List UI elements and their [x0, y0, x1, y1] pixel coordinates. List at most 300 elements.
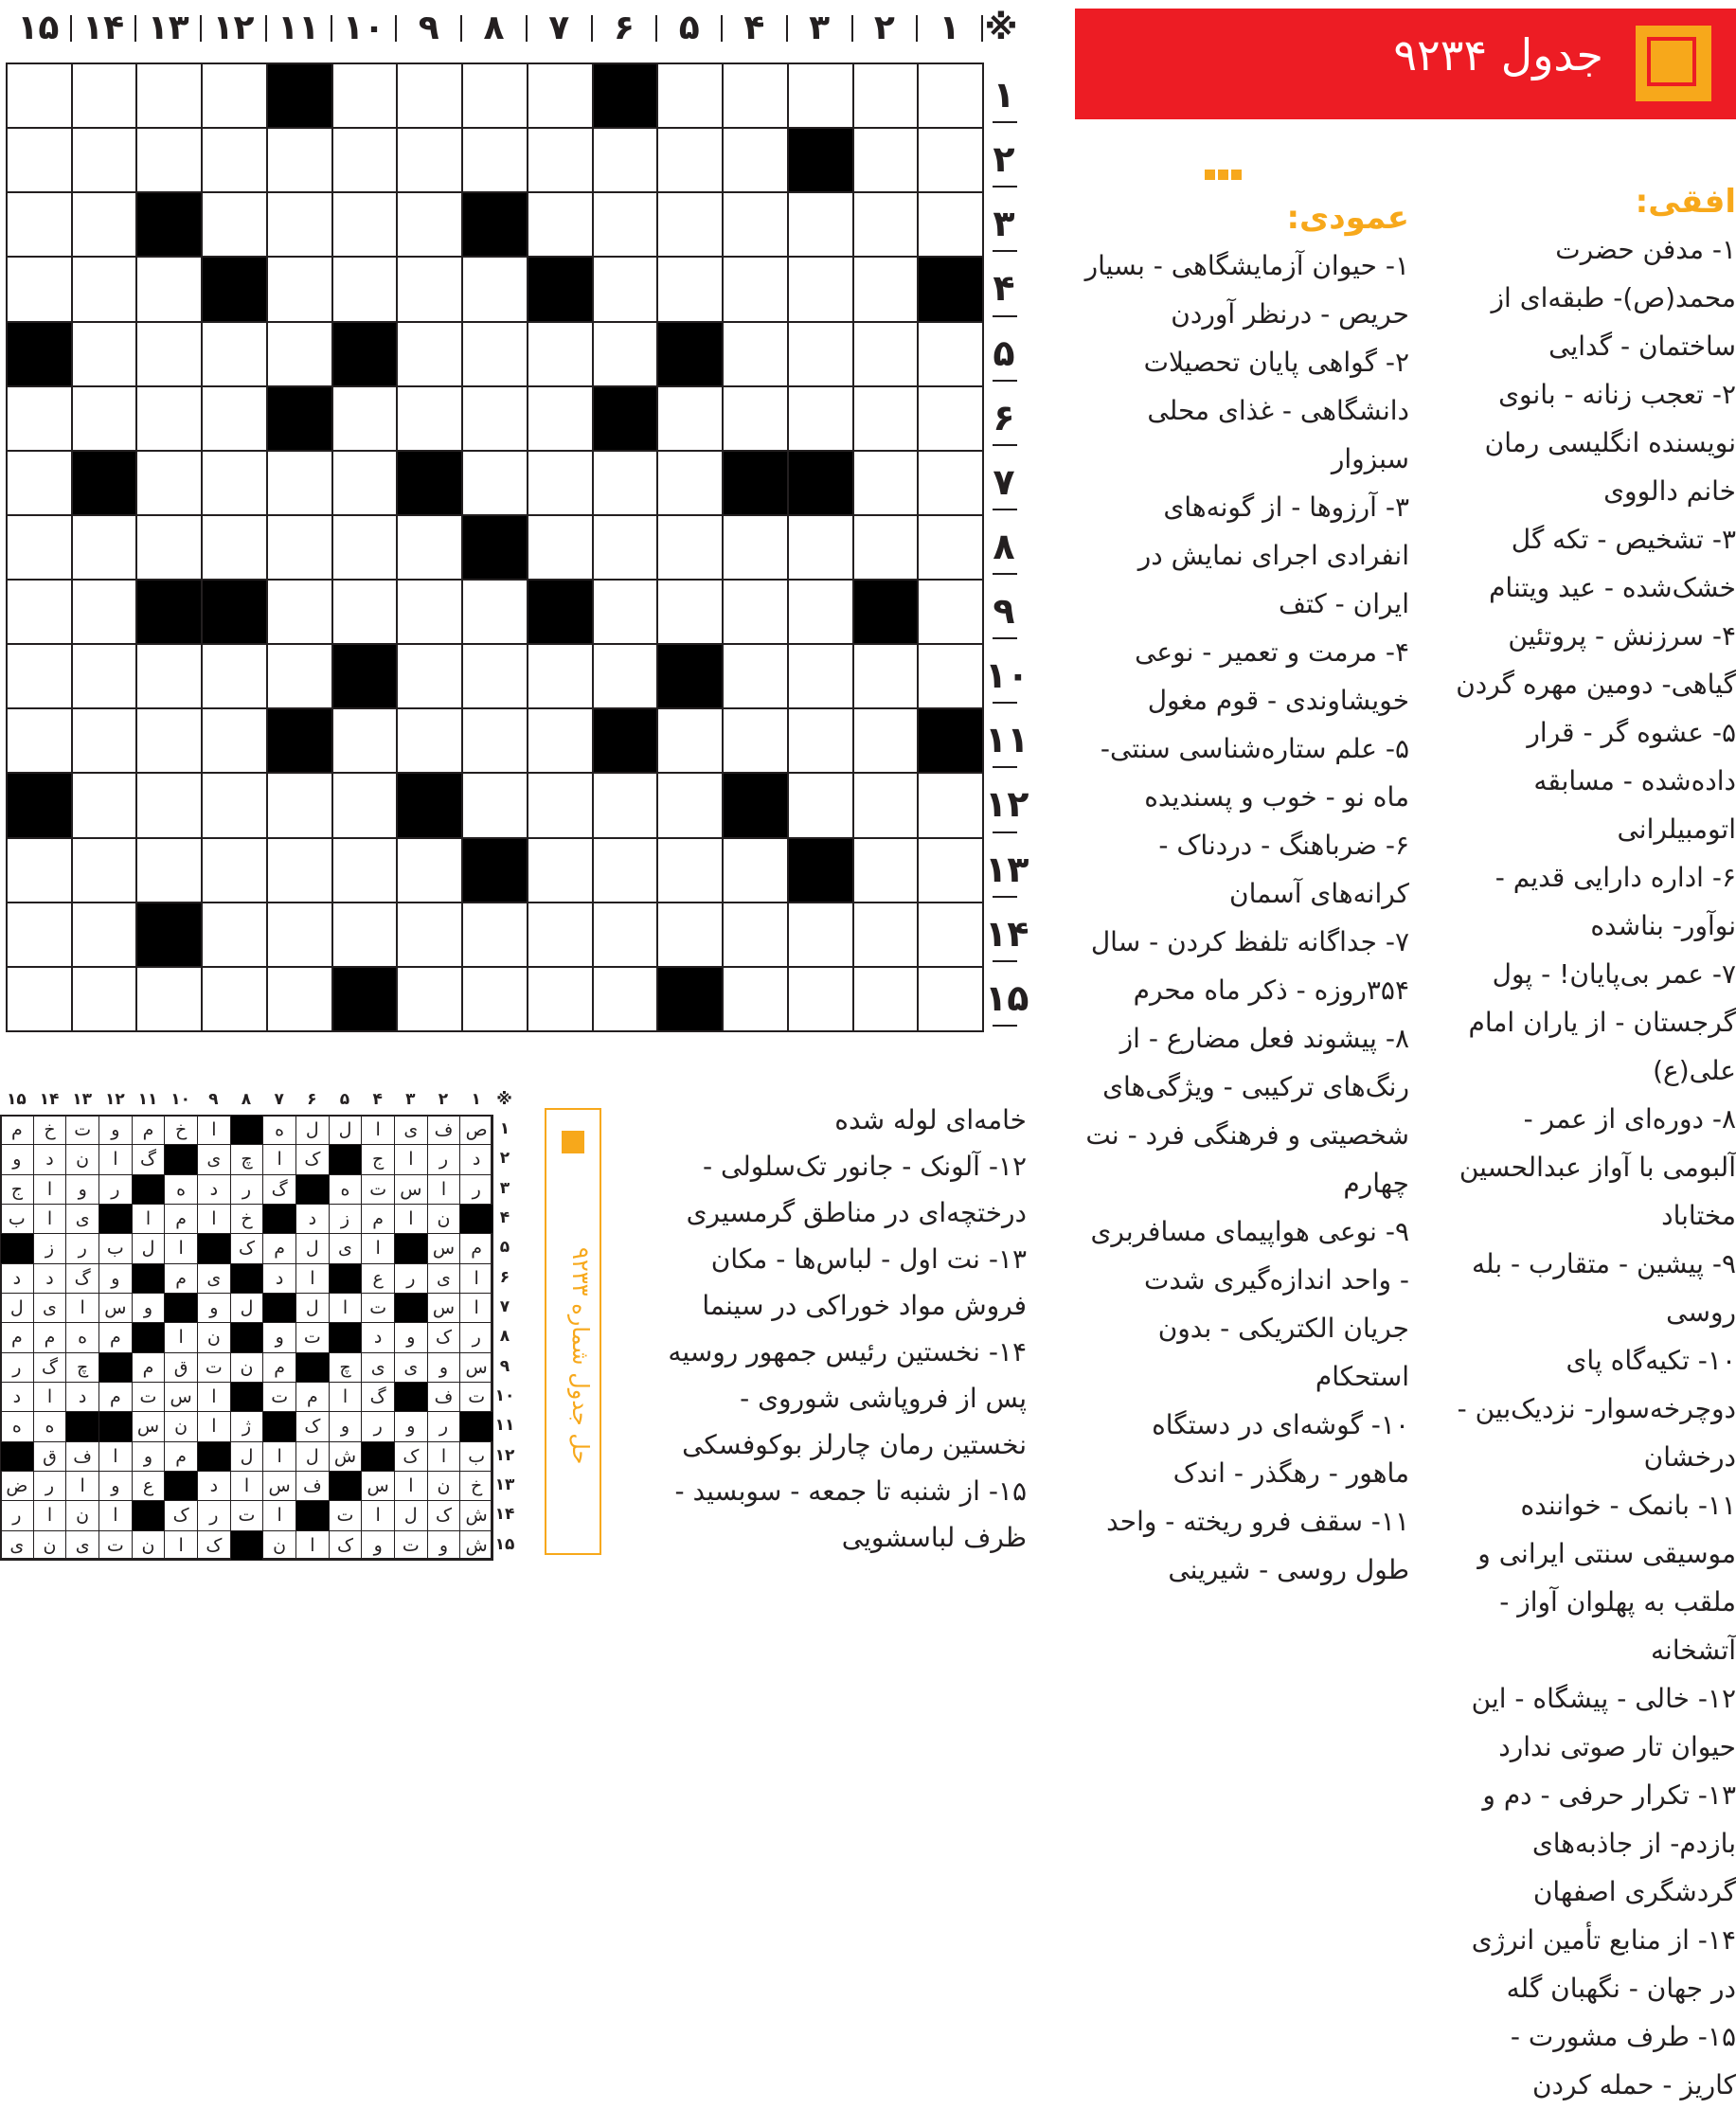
row-number: ۱۰	[985, 654, 1029, 697]
solution-cell: ر	[459, 1174, 493, 1205]
solution-cell: ر	[394, 1263, 428, 1294]
solution-cell: س	[164, 1382, 198, 1412]
grid-cell	[917, 63, 984, 129]
solution-cell: و	[427, 1352, 461, 1383]
column-divider	[655, 15, 657, 42]
solution-cell: و	[132, 1441, 166, 1472]
grid-cell	[917, 514, 984, 581]
across-clue: ۱۳- تکرار حرفی - دم و بازدم- از جاذبه‌های گردشگری اصفهان	[1482, 1779, 1736, 1907]
down-clue: ۱- حیوان آزمایشگاهی - بسیار حریص - درنظر آوردن	[1084, 250, 1409, 330]
grid-cell	[722, 902, 789, 968]
grid-cell	[396, 579, 463, 645]
grid-cell	[396, 256, 463, 322]
solution-cell: ا	[98, 1441, 133, 1472]
down-clue: خامه‌ای لوله شده	[834, 1104, 1027, 1135]
grid-cell	[852, 643, 920, 709]
down-clue: ۱۲- آلونک - جانور تک‌سلولی - درختچه‌ای در مناطق گرمسیری	[686, 1151, 1027, 1228]
solution-cell: ف	[427, 1382, 461, 1412]
down-clue: ۴- مرمت و تعمیر - نوعی خویشاوندی - قوم مغول	[1135, 636, 1409, 716]
grid-cell	[6, 385, 73, 452]
solution-cell: ا	[164, 1322, 198, 1352]
solution-cell: ت	[361, 1293, 395, 1323]
grid-cell	[592, 514, 659, 581]
solution-column-number: ۳	[405, 1090, 416, 1109]
solution-cell: ن	[65, 1144, 99, 1174]
solution-cell: و	[262, 1322, 296, 1352]
solution-cell: ب	[459, 1441, 493, 1472]
solution-cell: ت	[361, 1174, 395, 1205]
solution-cell: د	[361, 1322, 395, 1352]
solution-cell: م	[33, 1322, 67, 1352]
grid-cell	[201, 127, 268, 193]
grid-cell	[6, 707, 73, 774]
grid-cell	[527, 321, 594, 387]
solution-row-number: ۷	[499, 1297, 510, 1316]
grid-cell	[852, 772, 920, 838]
solution-cell: ا	[262, 1144, 296, 1174]
solution-cell: و	[132, 1293, 166, 1323]
column-divider	[786, 15, 788, 42]
grid-cell	[527, 902, 594, 968]
grid-cell	[917, 707, 984, 774]
grid-cell	[71, 385, 138, 452]
grid-cell	[787, 837, 854, 903]
row-divider	[993, 831, 1017, 833]
solution-cell: ه	[65, 1322, 99, 1352]
grid-cell	[787, 643, 854, 709]
grid-cell	[331, 643, 399, 709]
solution-row-number: ۱۵	[494, 1534, 515, 1554]
grid-cell	[396, 385, 463, 452]
solution-cell	[65, 1411, 99, 1441]
solution-cell: م	[132, 1352, 166, 1383]
grid-cell	[201, 902, 268, 968]
grid-cell	[461, 643, 528, 709]
row-number: ۱۱	[985, 719, 1029, 761]
grid-cell	[6, 256, 73, 322]
solution-cell: ا	[361, 1115, 395, 1145]
grid-cell	[592, 837, 659, 903]
solution-cell: و	[361, 1530, 395, 1561]
grid-cell	[331, 966, 399, 1032]
solution-cell: ا	[33, 1382, 67, 1412]
solution-cell: خ	[164, 1115, 198, 1145]
grid-cell	[266, 256, 333, 322]
solution-cell: م	[98, 1382, 133, 1412]
solution-cell	[230, 1263, 264, 1294]
grid-cell	[592, 385, 659, 452]
solution-cell	[230, 1322, 264, 1352]
solution-cell	[230, 1115, 264, 1145]
solution-cell: س	[132, 1411, 166, 1441]
grid-cell	[461, 966, 528, 1032]
grid-cell	[656, 321, 724, 387]
grid-cell	[852, 321, 920, 387]
solution-cell	[98, 1352, 133, 1383]
grid-cell	[722, 256, 789, 322]
solution-cell: ت	[262, 1382, 296, 1412]
grid-cell	[592, 191, 659, 258]
solution-cell: ا	[262, 1500, 296, 1530]
grid-cell	[787, 385, 854, 452]
solution-row-number: ۴	[499, 1208, 510, 1227]
grid-cell	[656, 191, 724, 258]
grid-cell	[461, 902, 528, 968]
solution-cell	[230, 1382, 264, 1412]
solution-cell: م	[132, 1115, 166, 1145]
solution-cell	[295, 1352, 330, 1383]
grid-row-numbers	[985, 63, 1029, 1030]
across-clue: ۱۵- طرف مشورت - کاریز - حمله کردن	[1510, 2021, 1736, 2100]
solution-cell: ا	[262, 1441, 296, 1472]
solution-cell: د	[65, 1382, 99, 1412]
row-divider	[993, 896, 1017, 898]
row-number: ۱۲	[985, 783, 1029, 826]
grid-cell	[917, 902, 984, 968]
row-divider	[993, 380, 1017, 382]
grid-cell	[71, 450, 138, 516]
solution-cell: ر	[98, 1174, 133, 1205]
grid-cell	[527, 191, 594, 258]
grid-cell	[331, 707, 399, 774]
column-number: ۱۵	[17, 9, 60, 47]
solution-cell	[164, 1144, 198, 1174]
solution-row-number: ۳	[499, 1178, 510, 1198]
solution-cell: ی	[65, 1530, 99, 1561]
grid-cell	[527, 772, 594, 838]
solution-cell: د	[197, 1471, 231, 1501]
grid-cell	[722, 707, 789, 774]
grid-cell	[461, 256, 528, 322]
solution-cell: ی	[361, 1352, 395, 1383]
grid-cell	[722, 321, 789, 387]
grid-cell	[266, 191, 333, 258]
column-number: ۱۳	[147, 9, 189, 47]
solution-cell: چ	[230, 1144, 264, 1174]
grid-cell	[592, 966, 659, 1032]
solution-cell: س	[361, 1471, 395, 1501]
grid-cell	[852, 191, 920, 258]
solution-column-number: ۵	[339, 1090, 350, 1109]
down-heading: عمودی:	[1286, 199, 1409, 237]
row-divider	[993, 702, 1017, 704]
grid-cell	[461, 772, 528, 838]
page-title: جدول ۹۲۳۴	[1393, 29, 1603, 80]
solution-cell: م	[295, 1382, 330, 1412]
solution-cell: ز	[329, 1204, 363, 1234]
column-number: ۵	[678, 9, 700, 47]
solution-cell: ل	[230, 1441, 264, 1472]
solution-cell: م	[0, 1322, 34, 1352]
grid-cell	[461, 514, 528, 581]
solution-cell: ت	[98, 1530, 133, 1561]
row-divider	[993, 637, 1017, 639]
row-number: ۶	[993, 396, 1015, 438]
grid-cell	[396, 707, 463, 774]
solution-cell: ی	[394, 1352, 428, 1383]
solution-cell	[132, 1174, 166, 1205]
row-number: ۸	[993, 525, 1015, 567]
grid-cell	[135, 514, 203, 581]
row-number: ۱۳	[985, 848, 1029, 890]
solution-column-number: ۱۱	[137, 1090, 158, 1109]
grid-cell	[787, 256, 854, 322]
grid-cell	[266, 127, 333, 193]
column-number: ۲	[873, 9, 895, 47]
grid-cell	[396, 966, 463, 1032]
solution-cell: ا	[459, 1293, 493, 1323]
solution-cell: ف	[65, 1441, 99, 1472]
solution-cell: س	[427, 1293, 461, 1323]
grid-cell	[331, 321, 399, 387]
column-number: ۹	[418, 9, 439, 47]
solution-cell	[197, 1441, 231, 1472]
solution-cell: ی	[427, 1263, 461, 1294]
row-number: ۱۵	[985, 976, 1029, 1019]
grid-cell	[71, 256, 138, 322]
grid-cell	[135, 450, 203, 516]
grid-corner-icon: ※	[984, 9, 1018, 47]
solution-cell: ف	[427, 1115, 461, 1145]
solution-cell: خ	[33, 1115, 67, 1145]
solution-cell: م	[262, 1352, 296, 1383]
solution-cell: ل	[0, 1293, 34, 1323]
solution-cell: د	[33, 1263, 67, 1294]
solution-cell: ن	[427, 1471, 461, 1501]
row-divider	[993, 573, 1017, 575]
grid-cell	[722, 966, 789, 1032]
grid-cell	[396, 902, 463, 968]
row-divider	[993, 121, 1017, 123]
title-bar	[1075, 9, 1736, 119]
grid-cell	[656, 514, 724, 581]
grid-cell	[722, 643, 789, 709]
grid-cell	[266, 966, 333, 1032]
solution-cell: ا	[197, 1115, 231, 1145]
grid-cell	[396, 63, 463, 129]
grid-cell	[592, 63, 659, 129]
solution-cell: س	[98, 1293, 133, 1323]
grid-cell	[201, 191, 268, 258]
grid-cell	[331, 63, 399, 129]
solution-cell: ن	[33, 1530, 67, 1561]
grid-cell	[592, 256, 659, 322]
solution-row-number: ۱۱	[494, 1416, 515, 1436]
solution-column-number: ۲	[438, 1090, 449, 1109]
solution-cell: ک	[164, 1500, 198, 1530]
grid-cell	[592, 127, 659, 193]
solution-cell	[329, 1322, 363, 1352]
solution-cell: د	[0, 1382, 34, 1412]
solution-column-number: ۱	[471, 1090, 481, 1109]
grid-cell	[71, 707, 138, 774]
grid-cell	[852, 514, 920, 581]
solution-cell: م	[361, 1204, 395, 1234]
down-clue: ۱۰- گوشه‌ای در دستگاه ماهور - رهگذر - اندک	[1152, 1409, 1409, 1489]
grid-cell	[266, 63, 333, 129]
grid-cell	[917, 385, 984, 452]
solution-cell: ن	[132, 1530, 166, 1561]
grid-cell	[527, 127, 594, 193]
grid-cell	[461, 63, 528, 129]
solution-cell: ر	[0, 1500, 34, 1530]
row-divider	[993, 960, 1017, 962]
solution-cell: ت	[459, 1382, 493, 1412]
down-clues-continued	[648, 1097, 1027, 1561]
solution-cell: د	[262, 1263, 296, 1294]
solution-logo-icon	[562, 1131, 584, 1153]
grid-cell	[527, 579, 594, 645]
grid-cell	[852, 450, 920, 516]
solution-cell: ق	[164, 1352, 198, 1383]
solution-cell: م	[164, 1204, 198, 1234]
grid-cell	[331, 385, 399, 452]
column-divider	[70, 15, 72, 42]
grid-cell	[787, 707, 854, 774]
down-clue: ۶- ضرباهنگ - دردناک - کرانه‌های آسمان	[1158, 830, 1409, 909]
solution-cell	[262, 1293, 296, 1323]
row-number: ۱۴	[985, 912, 1029, 955]
solution-cell: ا	[427, 1441, 461, 1472]
solution-cell: ل	[394, 1500, 428, 1530]
solution-cell: م	[459, 1233, 493, 1263]
solution-row-number: ۱۴	[494, 1505, 515, 1525]
grid-cell	[722, 127, 789, 193]
grid-cell	[6, 837, 73, 903]
solution-cell: ک	[427, 1500, 461, 1530]
solution-cell: و	[98, 1115, 133, 1145]
solution-column-number: ۱۳	[72, 1090, 93, 1109]
solution-cell: ا	[164, 1530, 198, 1561]
grid-cell	[461, 385, 528, 452]
solution-cell: چ	[329, 1352, 363, 1383]
grid-cell	[852, 63, 920, 129]
grid-cell	[71, 837, 138, 903]
grid-cell	[656, 63, 724, 129]
solution-cell: ک	[197, 1530, 231, 1561]
column-number: ۱۲	[212, 9, 255, 47]
grid-cell	[592, 707, 659, 774]
solution-cell: ع	[361, 1263, 395, 1294]
solution-cell: گ	[132, 1144, 166, 1174]
grid-cell	[396, 643, 463, 709]
across-clue: ۱۱- بانمک - خواننده موسیقی سنتی ایرانی و ملقب به پهلوان آواز - آتشخانه	[1477, 1490, 1736, 1666]
solution-cell: ت	[394, 1530, 428, 1561]
solution-cell	[0, 1441, 34, 1472]
grid-cell	[135, 902, 203, 968]
across-clue: ۸- دوره‌ای از عمر - آلبومی با آواز عبدالحسین مختاباد	[1459, 1103, 1736, 1231]
solution-cell: و	[98, 1471, 133, 1501]
column-divider	[265, 15, 267, 42]
solution-cell: ر	[427, 1144, 461, 1174]
solution-cell: ق	[33, 1441, 67, 1472]
row-divider	[993, 186, 1017, 188]
solution-cell	[329, 1471, 363, 1501]
grid-cell	[852, 385, 920, 452]
grid-cell	[592, 772, 659, 838]
solution-label-box	[545, 1108, 601, 1555]
grid-cell	[917, 837, 984, 903]
grid-cell	[527, 514, 594, 581]
grid-cell	[461, 191, 528, 258]
grid-cell	[71, 579, 138, 645]
grid-cell	[787, 127, 854, 193]
grid-cell	[396, 772, 463, 838]
across-clue: ۲- تعجب زنانه - بانوی نویسنده انگلیسی رمان خانم دالووی	[1484, 379, 1736, 507]
solution-cell: ش	[459, 1530, 493, 1561]
column-divider	[200, 15, 202, 42]
grid-cell	[917, 579, 984, 645]
row-number: ۴	[993, 267, 1015, 310]
grid-cell	[201, 837, 268, 903]
grid-cell	[331, 772, 399, 838]
down-clue: ۵- علم ستاره‌شناسی سنتی- ماه نو - خوب و پسندیده	[1100, 733, 1409, 813]
solution-column-number: ۸	[241, 1090, 252, 1109]
grid-cell	[71, 63, 138, 129]
grid-cell	[396, 514, 463, 581]
grid-cell	[461, 707, 528, 774]
column-divider	[134, 15, 136, 42]
solution-row-number: ۶	[499, 1267, 510, 1287]
row-divider	[993, 250, 1017, 252]
solution-cell: ر	[459, 1322, 493, 1352]
grid-cell	[527, 707, 594, 774]
down-clue: ۱۳- نت اول - لباس‌ها - مکان فروش مواد خوراکی در سینما	[702, 1243, 1027, 1321]
solution-cell: م	[164, 1263, 198, 1294]
grid-cell	[722, 63, 789, 129]
solution-cell: ی	[197, 1263, 231, 1294]
grid-cell	[787, 514, 854, 581]
grid-cell	[722, 514, 789, 581]
solution-cell: ش	[459, 1500, 493, 1530]
row-divider	[993, 315, 1017, 317]
puzzle-logo-icon	[1636, 26, 1711, 101]
grid-cell	[917, 772, 984, 838]
solution-cell: ل	[295, 1441, 330, 1472]
solution-cell: د	[197, 1174, 231, 1205]
solution-cell: ا	[361, 1233, 395, 1263]
solution-cell: ت	[197, 1352, 231, 1383]
column-number: ۱۰	[343, 9, 385, 47]
grid-cell	[722, 772, 789, 838]
grid-cell	[201, 707, 268, 774]
grid-cell	[71, 127, 138, 193]
grid-cell	[71, 772, 138, 838]
solution-cell: و	[394, 1411, 428, 1441]
solution-cell: د	[33, 1144, 67, 1174]
solution-cell: ا	[394, 1204, 428, 1234]
solution-cell: ژ	[230, 1411, 264, 1441]
solution-cell: ا	[295, 1530, 330, 1561]
grid-cell	[266, 450, 333, 516]
solution-cell	[98, 1411, 133, 1441]
grid-cell	[527, 837, 594, 903]
solution-cell: ی	[65, 1204, 99, 1234]
grid-cell	[592, 450, 659, 516]
grid-cell	[6, 127, 73, 193]
grid-cell	[266, 772, 333, 838]
column-divider	[526, 15, 528, 42]
solution-cell: ر	[0, 1352, 34, 1383]
grid-cell	[527, 450, 594, 516]
solution-cell	[295, 1500, 330, 1530]
solution-row-numbers	[493, 1115, 516, 1560]
solution-cell: ل	[295, 1293, 330, 1323]
solution-cell	[459, 1411, 493, 1441]
solution-cell: ه	[329, 1174, 363, 1205]
grid-cell	[331, 837, 399, 903]
grid-cell	[852, 966, 920, 1032]
